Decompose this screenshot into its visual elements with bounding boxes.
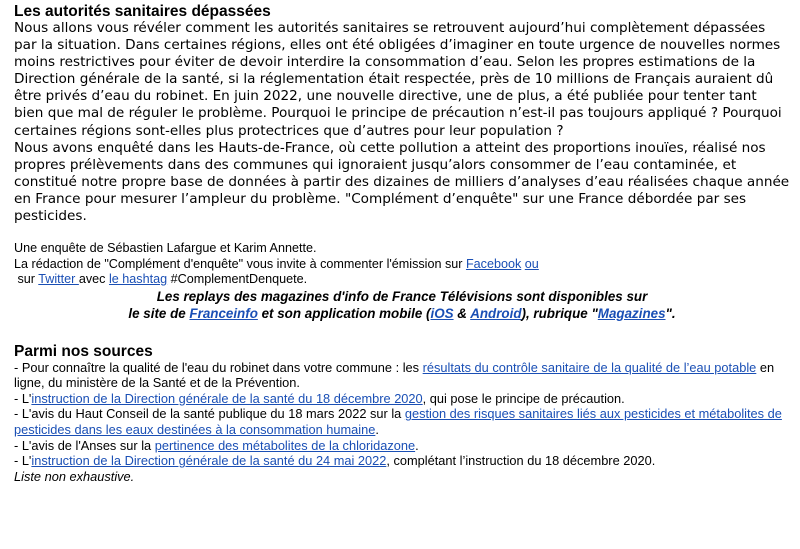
source-5-post: , complétant l’instruction du 18 décembre 2020. [386,453,656,469]
article-title: Les autorités sanitaires dépassées [14,3,271,20]
replay-amp: & [453,305,471,321]
article-paragraph-2: Nous avons enquêté dans les Hauts-de-France, où cette pollution a atteint des proportions inouïes, réalisé nos propres prélèvements dans des communes qui ignoraient jusqu’alors consommer de l’eau contaminée, et constitué notre propre base de données à partir des dizaines de milliers d’analyses d’eau réalisées chaque année en France pour mesurer l’ampleur du problème. "Complément d’enquête" sur une France débordée par ses pesticides. [14,139,790,225]
replay-notice [14,288,790,322]
source-1-link[interactable]: résultats du contrôle sanitaire de la qualité de l’eau potable [422,359,757,375]
source-4-link[interactable]: pertinence des métabolites de la chloridazone [154,437,416,453]
source-2-post: , qui pose le principe de précaution. [422,390,625,406]
android-link[interactable]: Android [470,305,522,321]
source-item-4 [14,438,790,454]
source-3-post: . [375,422,379,437]
source-1-pre: - Pour connaître la qualité de l'eau du robinet dans votre commune : les [14,359,423,375]
replay-line-2 [14,305,790,322]
replay-line2-post: ), rubrique " [521,305,598,321]
source-item-1 [14,360,790,391]
source-3-link[interactable]: gestion des risques sanitaires liés aux pesticides et métabolites de pesticides dans les eaux destinées à la consommation humaine [14,406,782,437]
source-5-pre: - L' [14,453,32,469]
source-2-link[interactable]: instruction de la Direction générale de la santé du 18 décembre 2020 [31,390,423,406]
sources-section [14,343,790,485]
replay-line-1: Les replays des magazines d'info de France Télévisions sont disponibles sur [156,288,648,304]
credits-on: sur [17,272,39,287]
source-1-post: en ligne, du ministère de la Santé et de la Prévention. [14,359,775,391]
article-page [14,3,790,485]
facebook-link[interactable]: Facebook [465,256,522,271]
replay-line2-end: ". [665,305,676,321]
hashtag-text: #ComplementDenquete. [167,272,308,287]
source-item-2 [14,391,790,407]
credits-twitter-line [14,272,790,288]
replay-line2-mid: et son application mobile ( [257,305,431,321]
source-item-5 [14,453,790,469]
sources-list [14,360,790,469]
source-item-3 [14,406,790,437]
credits-invite [14,257,790,273]
credits-with: avec [78,272,109,287]
ios-link[interactable]: iOS [430,305,454,321]
franceinfo-link[interactable]: Franceinfo [189,305,258,321]
source-4-post: . [415,437,419,453]
credits-invite-text: La rédaction de "Complément d'enquête" vous invite à commenter l'émission sur [14,256,466,271]
hashtag-link[interactable]: le hashtag [108,272,168,287]
sources-note: Liste non exhaustive. [14,468,135,484]
twitter-link[interactable]: Twitter [38,272,79,287]
source-5-link[interactable]: instruction de la Direction générale de la santé du 24 mai 2022 [31,453,387,469]
or-link[interactable]: ou [524,256,539,271]
article-paragraph-1: Nous allons vous révéler comment les autorités sanitaires se retrouvent aujourd’hui complètement dépassées par la situation. Dans certaines régions, elles ont été obligées d’imaginer en toute urgence de nouvelles normes moins restrictives pour éviter de devoir interdire la consommation d’eau. Selon les propres estimations de la Direction générale de la santé, si la réglementation était respectée, près de 10 millions de Français auraient dû être privés d’eau du robinet. En juin 2022, une nouvelle directive, une de plus, a été publiée pour tenter tant bien que mal de réguler le problème. Pourquoi le principe de précaution n’est-il pas toujours appliqué ? Pourquoi certaines régions sont-elles plus protectrices que d’autres pour leur population ? [14,20,782,139]
credits [14,241,790,288]
replay-line2-pre: le site de [128,305,190,321]
source-3-pre: - L'avis du Haut Conseil de la santé publique du 18 mars 2022 sur la [14,406,405,422]
sources-title: Parmi nos sources [14,342,153,360]
article-body [14,20,790,225]
source-2-pre: - L' [14,390,32,406]
source-4-pre: - L'avis de l'Anses sur la [14,437,155,453]
credits-authors: Une enquête de Sébastien Lafargue et Karim Annette. [14,241,317,256]
magazines-link[interactable]: Magazines [597,305,666,321]
